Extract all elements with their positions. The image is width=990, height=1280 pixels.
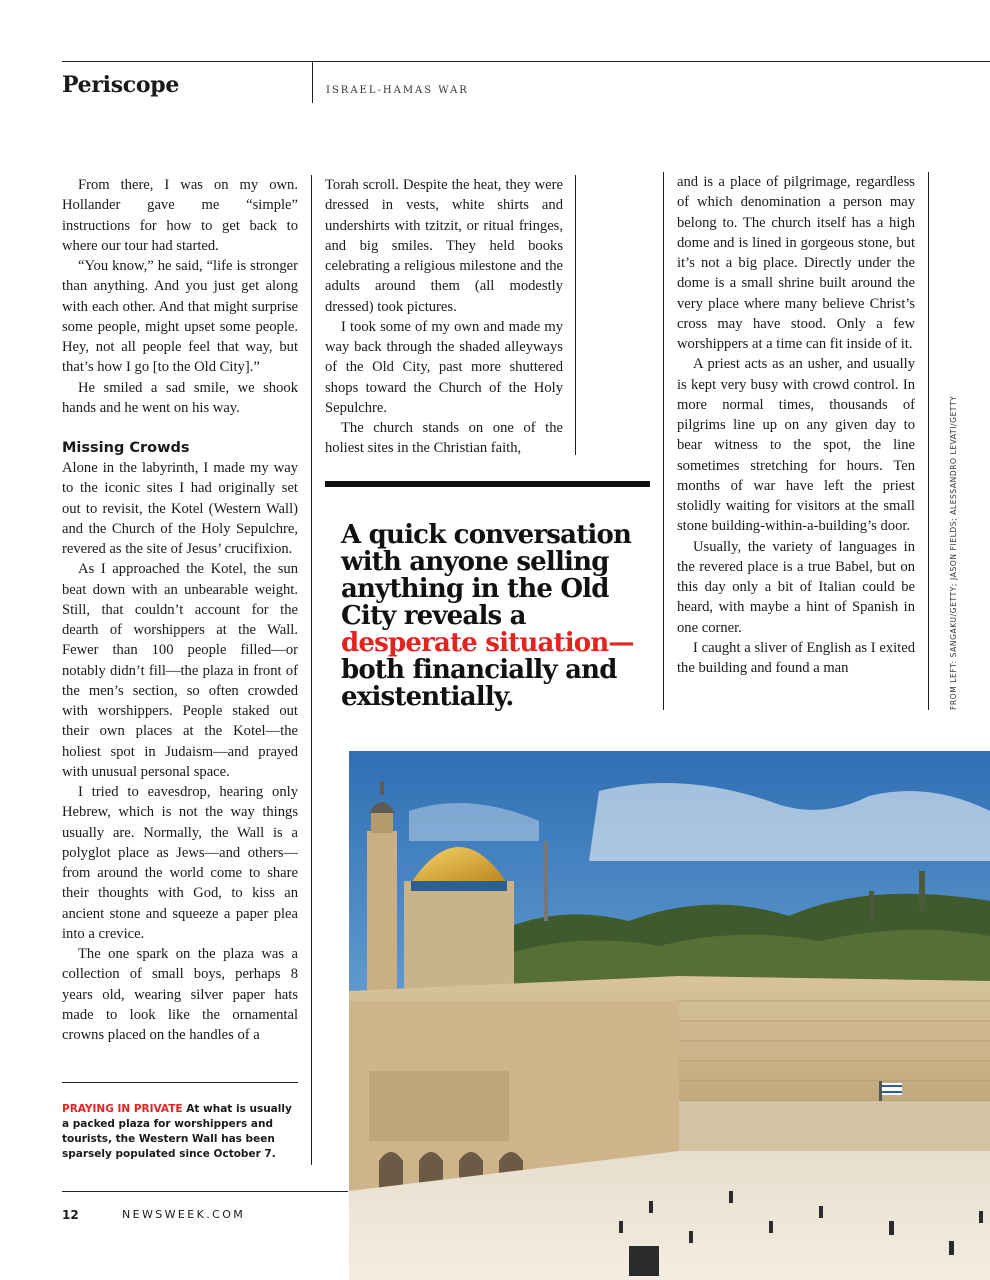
paragraph: A priest acts as an usher, and usually is kept very busy with crowd control. In more normal times, thousands of pilgrims line up on any given day to bear witness to the spot, the line sometimes stretching for hours. Ten months of war have left the priest stolidly waiting for visitors at the small stone building-within-a-building’s door. [677, 356, 915, 535]
western-wall-photo [349, 751, 990, 1280]
column-rule [928, 172, 929, 710]
pull-quote-highlight: desperate situation— [341, 628, 634, 658]
paragraph: The one spark on the plaza was a collection of small boys, perhaps 8 years old, wearing silver paper hats made to look like the ornamental crowns placed on the handles of a [62, 946, 298, 1043]
photo-caption [62, 1102, 298, 1162]
footer-rule [62, 1191, 348, 1192]
paragraph: I caught a sliver of English as I exited the building and found a man [677, 639, 915, 676]
article-column-1 [62, 175, 298, 1045]
caption-rule [62, 1082, 298, 1083]
pull-quote-text: A quick conversation with anyone selling anything in the Old City reveals a [341, 520, 632, 631]
subhead: Missing Crowds [62, 440, 190, 456]
article-column-3 [677, 172, 915, 678]
paragraph: Torah scroll. Despite the heat, they were dressed in vests, white shirts and undershirts with tzitzit, or ritual fringes, and big smiles. They held books celebrating a religious milestone and the adults around them (all modestly dressed) took pictures. [325, 177, 563, 315]
article-column-2 [325, 175, 563, 459]
paragraph: and is a place of pilgrimage, regardless of which denomination a person may belong to. The church itself has a high dome and is lined in gorgeous stone, but it’s not a big place. Directly under the dome is a small shrine built around the very place where many believe Christ’s cross may have stood. Only a few worshippers at a time can fit inside of it. [677, 174, 915, 352]
section-title: Periscope [62, 72, 180, 98]
top-rule [62, 61, 990, 62]
paragraph: As I approached the Kotel, the sun beat down with an unbearable weight. Still, that couldn’t account for the dearth of worshippers at the Wall. Fewer than 100 people filled—or notably didn’t fill—the plaza in front of the men’s section, so often crowded with worshippers. People staked out their own places at the Kotel—the holiest spot in Judaism—and prayed with unusual personal space. [62, 561, 298, 780]
column-rule [575, 175, 576, 455]
column-rule [663, 172, 664, 710]
pull-quote [341, 522, 646, 711]
paragraph: I tried to eavesdrop, hearing only Hebrew, which is not the way things usually are. Normally, the Wall is a polyglot place as Jews—and others—from around the world come to share their thoughts with God, to kiss an ancient stone and squeeze a paper plea into a crevice. [62, 784, 298, 942]
paragraph: He smiled a sad smile, we shook hands and he went on his way. [62, 379, 298, 416]
column-rule [311, 175, 312, 1165]
paragraph: I took some of my own and made my way back through the shaded alleyways of the Old City, past more shuttered shops toward the Church of the Holy Sepulchre. [325, 318, 563, 416]
paragraph: From there, I was on my own. Hollander gave me “simple” instructions for how to get back to where our tour had started. [62, 177, 298, 254]
page-number: 12 [62, 1208, 79, 1222]
caption-text: At what is usually a packed plaza for worshippers and tourists, the Western Wall has been sparsely populated since October 7. [62, 1103, 292, 1160]
pull-quote-bar [325, 481, 650, 487]
header-divider [312, 61, 313, 103]
caption-label: PRAYING IN PRIVATE [62, 1103, 183, 1115]
paragraph: “You know,” he said, “life is stronger than anything. And you just get along with each other. And that might surprise some people, might upset some people. Hey, not all people feel that way, but that’s how I go [to the Old City].” [62, 258, 298, 376]
photo-credit: FROM LEFT: SANGAKU/GETTY; JASON FIELDS; ALESSANDRO LEVATI/GETTY [949, 395, 958, 710]
paragraph: Alone in the labyrinth, I made my way to the iconic sites I had originally set out to revisit, the Kotel (Western Wall) and the Church of the Holy Sepulchre, revered as the site of Jesus’ crucifixion. [62, 460, 298, 557]
paragraph: Usually, the variety of languages in the revered place is a true Babel, but on this day only a bit of Italian could be heard, with maybe a hint of Spanish in one corner. [677, 538, 915, 636]
pull-quote-text-end: both financially and existentially. [341, 655, 617, 712]
section-kicker: ISRAEL-HAMAS WAR [326, 85, 469, 96]
footer-brand: NEWSWEEK.COM [122, 1208, 246, 1221]
paragraph: The church stands on one of the holiest sites in the Christian faith, [325, 420, 563, 457]
